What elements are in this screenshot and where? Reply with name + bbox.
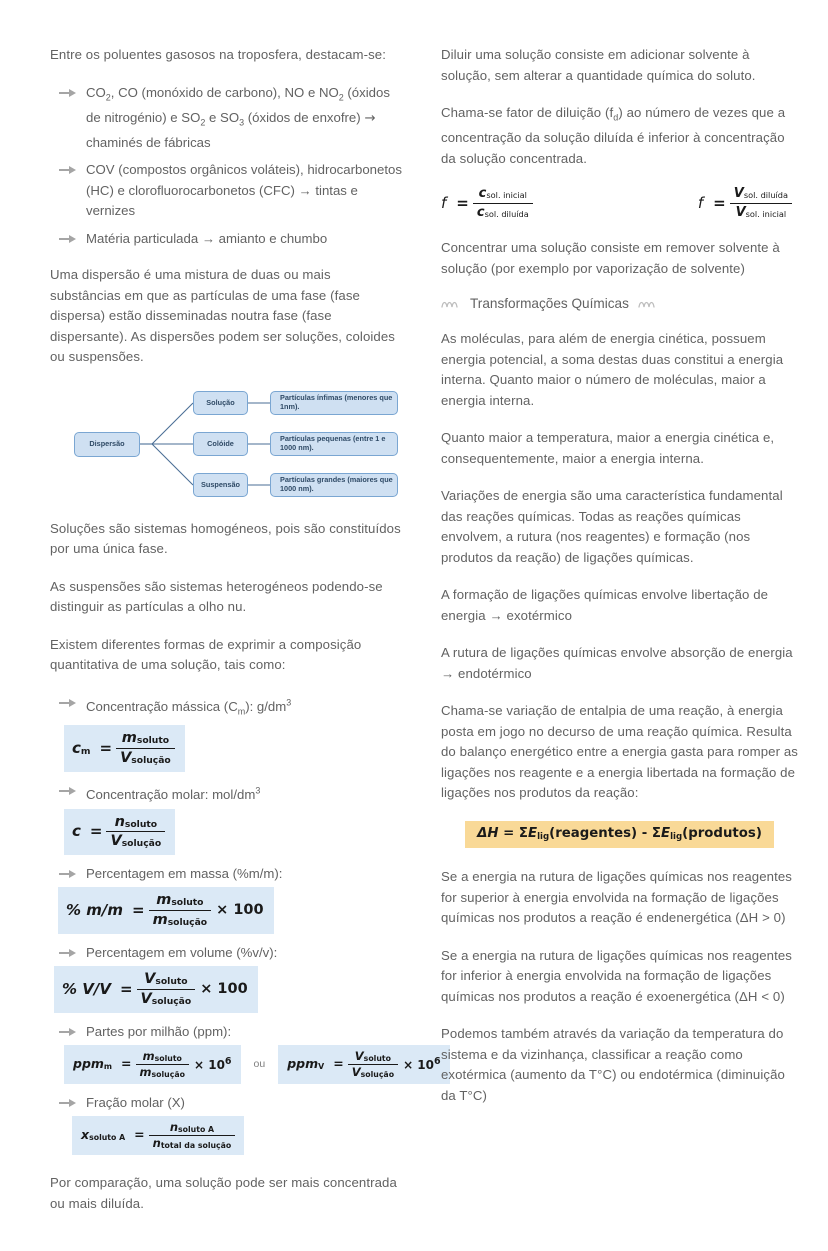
arrow-right-icon — [58, 232, 78, 246]
section-heading-transformacoes — [441, 296, 798, 311]
arrow-right-icon — [58, 86, 78, 100]
pollutant-list — [50, 83, 405, 250]
diagram-type-box-solucao — [193, 391, 248, 415]
measure-label: Percentagem em volume (%v/v): — [86, 944, 278, 960]
closing-paragraph-left: Por comparação, uma solução pode ser mais concentrada ou mais diluída. — [50, 1175, 397, 1211]
formula-mass-concentration: $c_m$ = $\frac{m_{soluto}}{V_{solução}}$ — [64, 725, 185, 771]
formula-molar-fraction-wrap — [72, 1116, 405, 1155]
diagram-type-box-coloide — [193, 432, 248, 456]
diagram-root-box — [74, 432, 140, 457]
formula-molar-fraction: $x_{soluto A}$ = $\frac{n_{soluto A}}{n_{total da solução}}$ — [72, 1116, 244, 1155]
temperature-paragraph: Quanto maior a temperatura, maior a energia cinética e, consequentemente, maior a energia interna. — [441, 430, 775, 466]
left-column — [50, 45, 441, 1231]
diagram-root-label: Dispersão — [89, 439, 125, 449]
formula-mass-percent: % m/m = $\frac{m_{soluto}}{m_{solução}}$ × 100 — [58, 887, 274, 933]
formula-volume-percent: % V/V = $\frac{V_{soluto}}{V_{solução}}$ × 100 — [54, 966, 258, 1012]
concentrate-paragraph: Concentrar uma solução consiste em remover solvente à solução (por exemplo por vaporização de solvente) — [441, 240, 780, 276]
diagram-type-label: Suspensão — [201, 479, 240, 489]
solutions-paragraph: Soluções são sistemas homogéneos, pois são constituídos por uma única fase. — [50, 520, 401, 557]
enthalpy-definition-paragraph: Chama-se variação de entalpia de uma reação, à energia posta em jogo no decurso de uma reação química. Resulta do balanço energético entre a energia gasta para romper as ligações nos reagente e a energia libertada na formação de ligações nos produtos da reação: — [441, 703, 798, 801]
diagram-type-label: Solução — [206, 397, 235, 407]
ppm-connector-label: ou — [253, 1058, 266, 1071]
list-item — [50, 229, 405, 250]
list-item-molar-fraction — [50, 1093, 405, 1114]
dilute-paragraph: Diluir uma solução consiste em adicionar solvente à solução, sem alterar a quantidade química do soluto. — [441, 47, 756, 83]
enthalpy-equation-wrap — [441, 821, 798, 849]
temperature-classification-paragraph: Podemos também através da variação da temperatura do sistema e da vizinhança, classificar a reação como exotérmica (aumento da T°C) ou endotérmica (diminuição da T°C) — [441, 1026, 785, 1103]
formula-dilution-concentration: f = $\frac{c_{sol. inicial}}{c_{sol. diluída}}$ — [441, 186, 533, 220]
list-item-volume-percent — [50, 943, 405, 964]
list-item-label: $CO_2$, CO (monóxido de carbono), NO e $NO_2$ (óxidos de nitrogénio) e $SO_2$ e $SO_3$ (óxidos de enxofre) → chaminés de fábricas — [86, 84, 390, 150]
dilution-formulas-row — [441, 186, 798, 220]
molecules-paragraph: As moléculas, para além de energia cinética, possuem energia potencial, a soma destas duas constitui a energia interna. Quanto maior o número de moléculas, maior a energia interna. — [441, 331, 784, 408]
diagram-desc-label: Partículas ínfimas (menores que 1nm). — [280, 393, 393, 411]
measure-label: Concentração molar: mol/$dm^3$ — [86, 785, 261, 803]
arrow-right-icon — [58, 784, 78, 798]
arrow-right-icon — [58, 1025, 78, 1039]
diagram-type-label: Colóide — [207, 438, 234, 448]
diagram-desc-box-suspensao — [270, 473, 398, 497]
endenergetic-paragraph: Se a energia na rutura de ligações químicas nos reagentes for superior à energia envolvida na formação de ligações químicas nos produtos a reação é endenergética (ΔH > 0) — [441, 869, 792, 926]
enthalpy-equation: $\Delta H = \Sigma E_{lig}(reagentes)$ - $\Sigma E_{lig}(produtos)$ — [465, 821, 774, 849]
list-item — [50, 160, 405, 222]
list-item — [50, 83, 405, 154]
diagram-desc-box-solucao — [270, 391, 398, 415]
arrow-right-icon — [58, 696, 78, 710]
exothermic-paragraph: A formação de ligações químicas envolve libertação de energia → exotérmico — [441, 587, 769, 623]
section-title-label: Transformações Químicas — [470, 296, 629, 312]
endothermic-paragraph: A rutura de ligações químicas envolve absorção de energia → endotérmico — [441, 645, 793, 681]
measures-list — [50, 693, 441, 1155]
exoenergetic-paragraph: Se a energia na rutura de ligações químicas nos reagentes for inferior à energia envolvida na formação de ligações químicas nos produtos a reação é exoenergética (ΔH < 0) — [441, 947, 792, 1004]
composition-intro-paragraph: Existem diferentes formas de exprimir a composição quantitativa de uma solução, tais como: — [50, 636, 362, 673]
dilution-factor-paragraph: Chama-se fator de diluição $(f_d)$ ao número de vezes que a concentração da solução diluída é inferior à concentração da solução concentrada. — [441, 105, 786, 166]
intro-paragraph: Entre os poluentes gasosos na troposfera, destacam-se: — [50, 47, 387, 62]
formula-molar-concentration-wrap — [64, 809, 405, 855]
dispersion-diagram — [56, 385, 401, 503]
energy-variation-paragraph: Variações de energia são uma característica fundamental das reações químicas. Todas as reações químicas envolvem, a rutura (nos reagentes) e formação (nos produtos da reação) de ligações químicas. — [441, 488, 783, 565]
list-item-ppm — [50, 1022, 405, 1043]
flourish-right-icon — [638, 298, 658, 310]
arrow-right-icon — [58, 946, 78, 960]
measure-label: Partes por milhão (ppm): — [86, 1023, 232, 1039]
diagram-desc-box-coloide — [270, 432, 398, 456]
formula-ppm-volume: ppm$_V$ = $\frac{V_{soluto}}{V_{solução}}$ × $10^6$ — [278, 1045, 449, 1084]
diagram-type-box-suspensao — [193, 473, 248, 497]
list-item-label: Matéria particulada → amianto e chumbo — [86, 230, 328, 246]
dispersion-paragraph: Uma dispersão é uma mistura de duas ou mais substâncias em que as partículas de uma fase (fase dispersa) estão disseminadas noutra fase (fase dispersante). As dispersões podem ser soluções, coloides ou suspensões. — [50, 267, 395, 365]
arrow-right-icon — [58, 1096, 78, 1110]
suspensions-paragraph: As suspensões são sistemas heterogéneos podendo-se distinguir as partículas a olho nu. — [50, 578, 383, 615]
list-item-label: COV (compostos orgânicos voláteis), hidrocarbonetos (HC) e clorofluorocarbonetos (CFC) → tintas e vernizes — [86, 162, 402, 219]
right-column — [441, 45, 798, 1231]
formula-mass-concentration-wrap — [64, 725, 405, 771]
formula-mass-percent-wrap — [58, 887, 405, 933]
formula-dilution-volume: f = $\frac{V_{sol. diluída}}{V_{sol. inicial}}$ — [698, 186, 792, 220]
formula-molar-concentration: c = $\frac{n_{soluto}}{V_{solução}}$ — [64, 809, 175, 855]
diagram-desc-label: Partículas grandes (maiores que 1000 nm). — [280, 475, 393, 493]
formula-ppm-row — [64, 1045, 441, 1084]
list-item-mass-concentration — [50, 693, 405, 723]
measure-label: Fração molar (X) — [86, 1094, 185, 1110]
diagram-desc-label: Partículas pequenas (entre 1 e 1000 nm). — [280, 434, 386, 452]
measure-label: Concentração mássica $(C_m)$: $g/dm^3$ — [86, 697, 292, 717]
formula-volume-percent-wrap — [54, 966, 405, 1012]
arrow-right-icon — [58, 867, 78, 881]
arrow-right-icon — [58, 163, 78, 177]
measure-label: Percentagem em massa (%m/m): — [86, 865, 283, 881]
formula-ppm-mass: ppm$_m$ = $\frac{m_{soluto}}{m_{solução}}$ × $10^6$ — [64, 1045, 241, 1084]
flourish-left-icon — [441, 298, 461, 310]
list-item-molar-concentration — [50, 781, 405, 806]
list-item-mass-percent — [50, 864, 405, 885]
